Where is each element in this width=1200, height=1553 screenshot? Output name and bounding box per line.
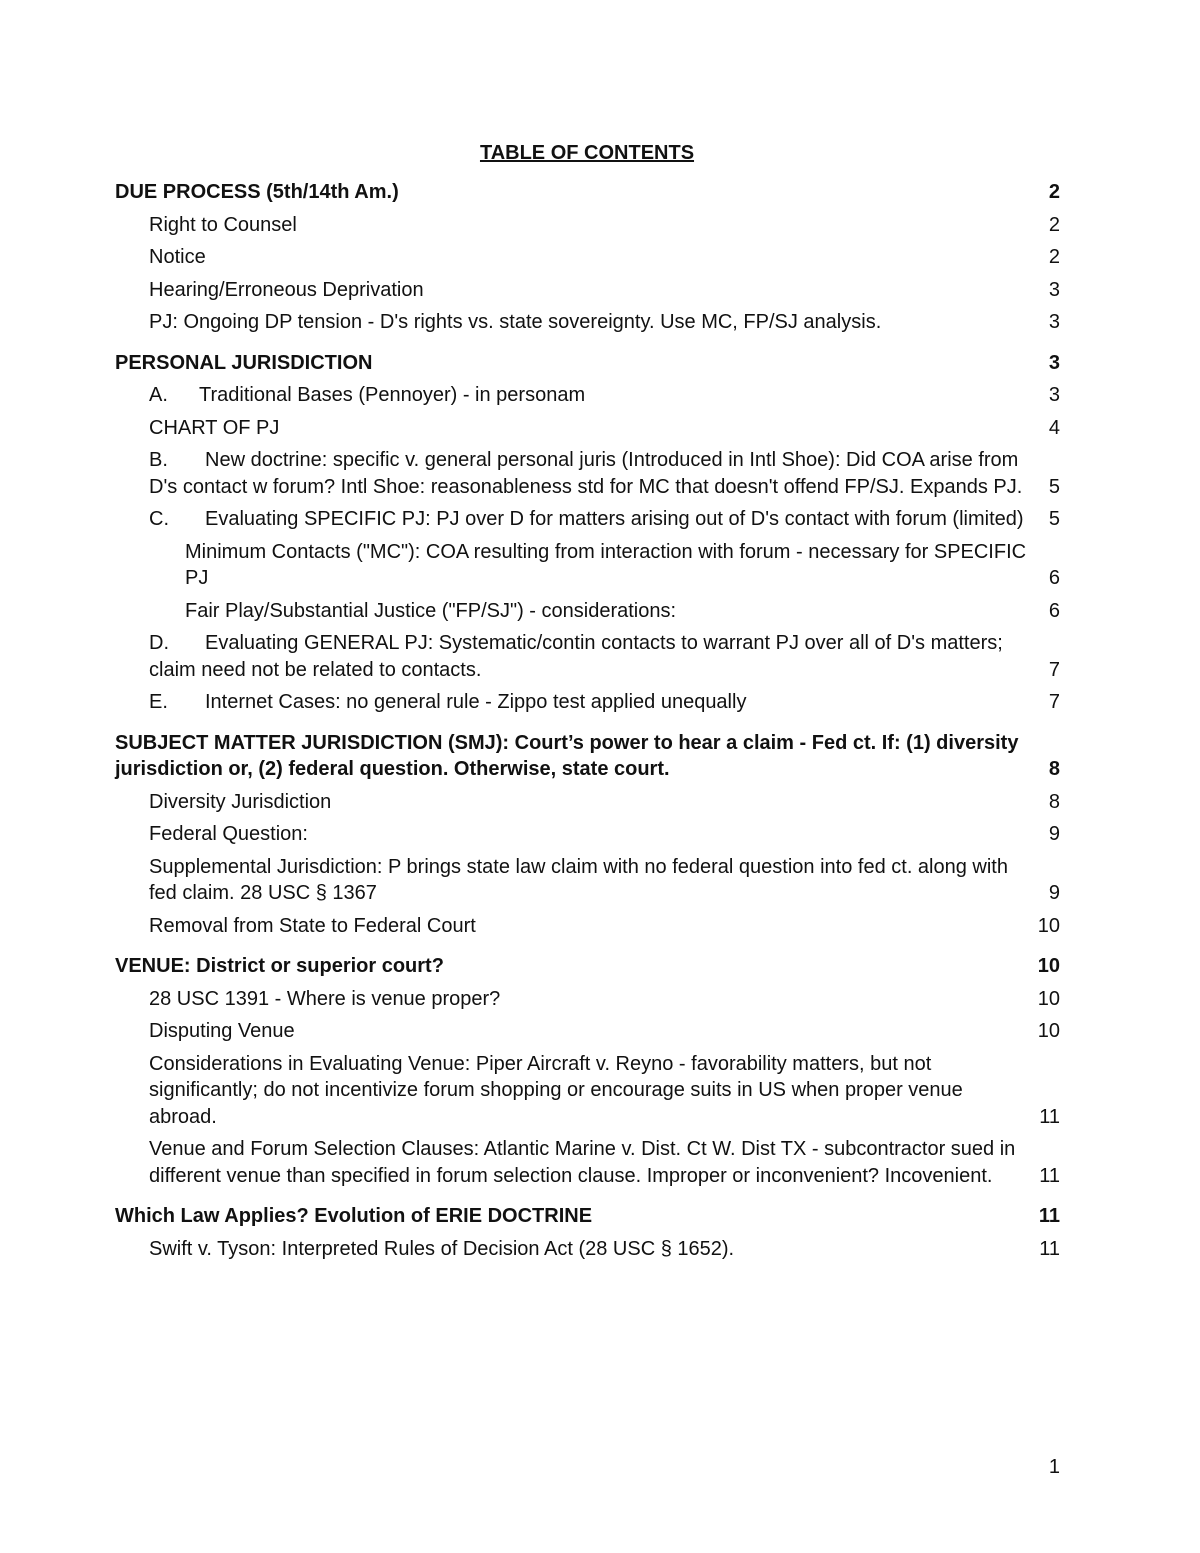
toc-item-text: CHART OF PJ	[149, 416, 280, 439]
toc-item-marker: A.	[149, 384, 168, 406]
toc-page-number: 10	[1037, 955, 1060, 977]
toc-item-text: Right to Counsel	[149, 213, 297, 236]
toc-item[interactable]	[115, 244, 1060, 271]
toc-item[interactable]	[115, 789, 1060, 816]
toc-section-title: DUE PROCESS (5th/14th Am.)	[115, 181, 399, 203]
toc-page-number: 2	[1048, 181, 1060, 203]
toc-page-number: 5	[1048, 475, 1060, 498]
toc-page-number: 11	[1039, 1164, 1060, 1187]
toc-section-subject-matter-jurisdiction[interactable]	[115, 730, 1060, 783]
toc-subitem[interactable]	[115, 539, 1060, 592]
toc-item[interactable]	[115, 309, 1060, 336]
toc-item[interactable]	[115, 382, 1060, 409]
toc-item-text: Evaluating SPECIFIC PJ: PJ over D for matters arising out of D's contact with forum (limited)	[205, 508, 1024, 530]
toc-section-personal-jurisdiction[interactable]	[115, 350, 1060, 377]
toc-item[interactable]	[115, 689, 1060, 716]
toc-item-text: Venue and Forum Selection Clauses: Atlantic Marine v. Dist. Ct W. Dist TX - subcontractor sued in different venue than specified in forum selection clause. Improper or inconvenient? Incovenient.	[149, 1138, 1016, 1187]
toc-item-text: Diversity Jurisdiction	[149, 790, 332, 813]
toc-page-number: 9	[1048, 882, 1060, 904]
toc-item-text: Traditional Bases (Pennoyer) - in personam	[199, 384, 586, 406]
toc-item[interactable]	[115, 821, 1060, 848]
toc-section-title: VENUE: District or superior court?	[115, 955, 444, 977]
toc-item[interactable]	[115, 415, 1060, 442]
toc-item-text: 28 USC 1391 - Where is venue proper?	[149, 987, 501, 1010]
toc-item-marker: D.	[149, 632, 169, 654]
toc-item-text: New doctrine: specific v. general personal juris (Introduced in Intl Shoe): Did COA arise from D's contact w forum? Intl Shoe: reasonableness std for MC that doesn't offend FP/SJ. Expands PJ.	[149, 449, 1023, 498]
toc-item[interactable]	[115, 630, 1060, 683]
toc-page-number: 11	[1038, 1205, 1060, 1227]
toc-section-erie-doctrine[interactable]	[115, 1203, 1060, 1230]
toc-item-text: Fair Play/Substantial Justice ("FP/SJ") - considerations:	[185, 599, 677, 622]
toc-item[interactable]	[115, 854, 1060, 907]
toc-item-text: Disputing Venue	[149, 1020, 295, 1042]
toc-page-number: 9	[1048, 823, 1060, 845]
toc-item-text: Notice	[149, 246, 206, 268]
toc-subitem[interactable]	[115, 598, 1060, 625]
toc-page-number: 10	[1037, 1020, 1060, 1042]
toc-item-text: Evaluating GENERAL PJ: Systematic/contin contacts to warrant PJ over all of D's matters; claim need not be related to contacts.	[149, 632, 1003, 681]
toc-item[interactable]	[115, 986, 1060, 1013]
toc-item[interactable]	[115, 1018, 1060, 1045]
toc-page-number: 3	[1048, 311, 1060, 333]
toc-item[interactable]	[115, 506, 1060, 533]
toc-page-number: 8	[1048, 790, 1060, 813]
toc-item-text: Supplemental Jurisdiction: P brings state law claim with no federal question into fed ct. along with fed claim. 28 USC § 1367	[149, 855, 1008, 904]
toc-item[interactable]	[115, 277, 1060, 304]
toc-page-number: 6	[1048, 567, 1060, 589]
toc-item[interactable]	[115, 1051, 1060, 1131]
toc-page-number: 8	[1048, 758, 1060, 780]
toc-item-text: Swift v. Tyson: Interpreted Rules of Decision Act (28 USC § 1652).	[149, 1237, 735, 1260]
toc-page-number: 7	[1048, 658, 1060, 681]
toc-page-number: 11	[1039, 1237, 1060, 1260]
toc-page-number: 3	[1048, 278, 1060, 301]
toc-page-number: 10	[1037, 987, 1060, 1010]
toc-item-text: Removal from State to Federal Court	[149, 914, 476, 937]
toc-page-number: 5	[1048, 508, 1060, 530]
toc-item-text: Minimum Contacts ("MC"): COA resulting from interaction with forum - necessary for SPECIFIC PJ	[185, 540, 1027, 589]
toc-section-title: Which Law Applies? Evolution of ERIE DOCTRINE	[115, 1205, 593, 1227]
toc-page-number: 2	[1048, 246, 1060, 268]
toc-item-marker: B.	[149, 449, 168, 471]
toc-page-number: 11	[1039, 1105, 1060, 1128]
toc-item[interactable]	[115, 913, 1060, 940]
toc-page-number: 4	[1048, 416, 1060, 439]
toc-item[interactable]	[115, 1236, 1060, 1263]
footer-page-number: 1	[1048, 1456, 1060, 1478]
toc-list	[115, 179, 1060, 1268]
toc-section-title: SUBJECT MATTER JURISDICTION (SMJ): Court’s power to hear a claim - Fed ct. If: (1) diversity jurisdiction or, (2) federal question. Otherwise, state court.	[115, 731, 1019, 780]
toc-section-title: PERSONAL JURISDICTION	[115, 351, 373, 374]
toc-section-venue[interactable]	[115, 953, 1060, 980]
toc-page-number: 2	[1048, 213, 1060, 236]
toc-item-text: Considerations in Evaluating Venue: Piper Aircraft v. Reyno - favorability matters, but not significantly; do not incentivize forum shopping or encourage suits in US when proper venue abroad.	[149, 1052, 963, 1128]
toc-item-text: Internet Cases: no general rule - Zippo test applied unequally	[205, 691, 747, 713]
toc-item-marker: C.	[149, 508, 169, 530]
toc-title: TABLE OF CONTENTS	[479, 142, 695, 164]
toc-item-text: PJ: Ongoing DP tension - D's rights vs. state sovereignty. Use MC, FP/SJ analysis.	[149, 311, 882, 333]
toc-page-number: 6	[1048, 599, 1060, 622]
toc-page-number: 10	[1037, 914, 1060, 937]
toc-item[interactable]	[115, 212, 1060, 239]
toc-page-number: 3	[1048, 351, 1060, 374]
toc-item-marker: E.	[149, 691, 168, 713]
toc-item[interactable]	[115, 447, 1060, 500]
toc-page-number: 3	[1048, 384, 1060, 406]
toc-item-text: Federal Question:	[149, 823, 308, 845]
toc-item[interactable]	[115, 1136, 1060, 1189]
toc-page-number: 7	[1048, 691, 1060, 713]
toc-section-due-process[interactable]	[115, 179, 1060, 206]
toc-item-text: Hearing/Erroneous Deprivation	[149, 278, 424, 301]
